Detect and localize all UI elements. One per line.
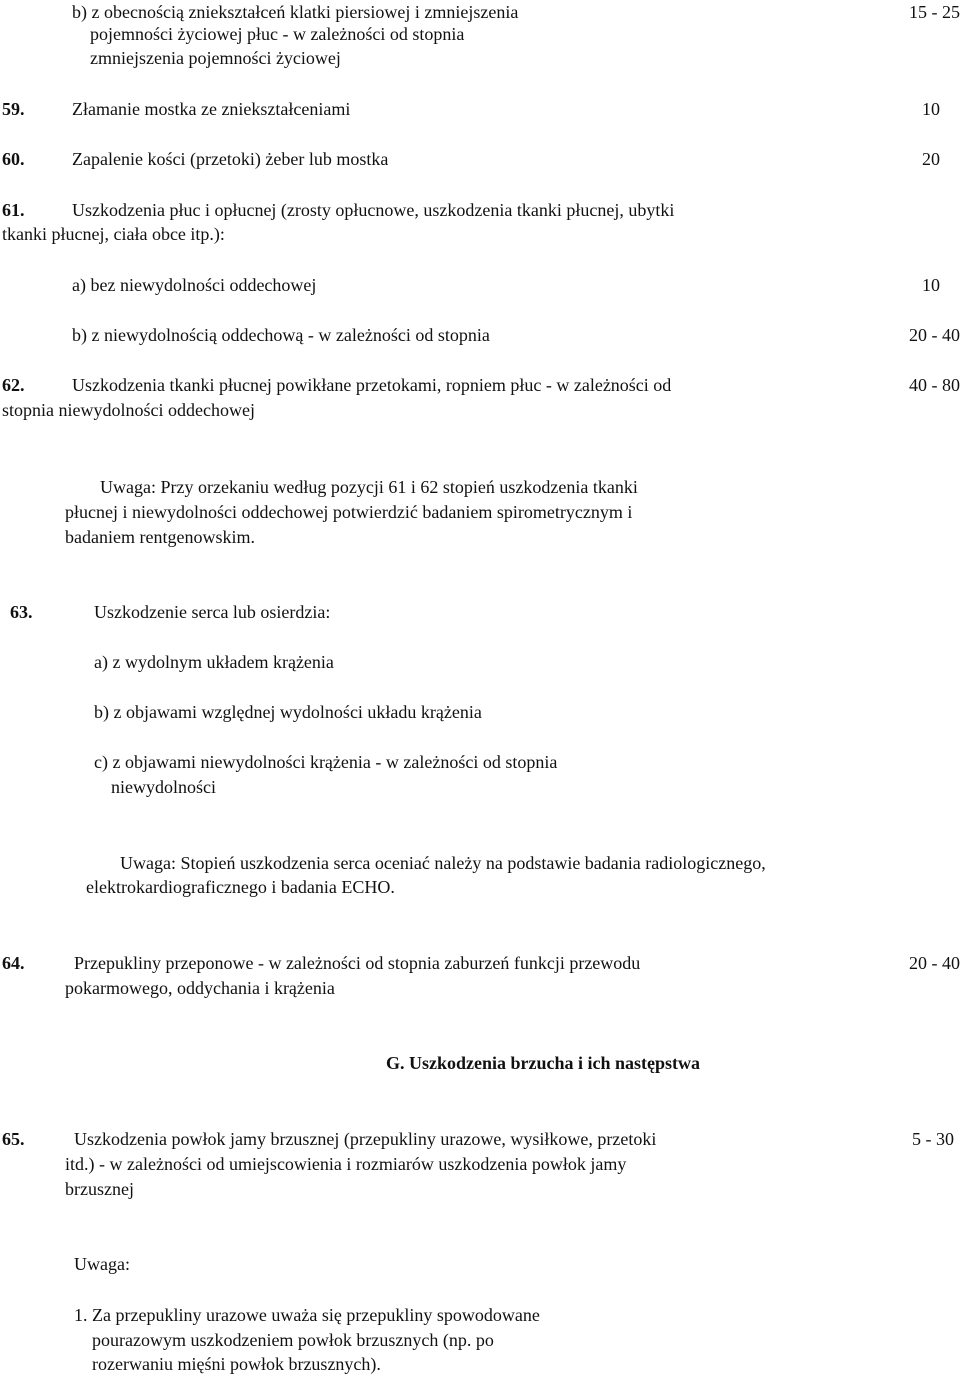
item-61-number: 61.	[2, 200, 25, 220]
section-g-title: G. Uszkodzenia brzucha i ich następstwa	[386, 1053, 701, 1073]
item-62-line-2: stopnia niewydolności oddechowej	[2, 400, 255, 420]
item-63-sub-c-line-2: niewydolności	[111, 777, 216, 797]
item-64-line-1: Przepukliny przeponowe - w zależności od stopnia zaburzeń funkcji przewodu	[74, 953, 641, 973]
item-63-sub-b: b) z objawami względnej wydolności układu krążenia	[94, 702, 482, 722]
item-61-sub-a: a) bez niewydolności oddechowej	[72, 275, 317, 295]
item-64-percent: 20 - 40	[909, 953, 960, 973]
item-62-number: 62.	[2, 375, 25, 395]
item-61-line-1: Uszkodzenia płuc i opłucnej (zrosty opłucnowe, uszkodzenia tkanki płucnej, ubytki	[72, 200, 675, 220]
item-58b-percent: 15 - 25	[909, 2, 960, 22]
item-65-number: 65.	[2, 1129, 25, 1149]
item-60-text: Zapalenie kości (przetoki) żeber lub mostka	[72, 149, 389, 169]
item-59-percent: 10	[922, 99, 940, 119]
item-61-sub-b: b) z niewydolnością oddechową - w zależności od stopnia	[72, 325, 490, 345]
item-62-line-1: Uszkodzenia tkanki płucnej powikłane przetokami, ropniem płuc - w zależności od	[72, 375, 672, 395]
note-61-62-line-2: płucnej i niewydolności oddechowej potwierdzić badaniem spirometrycznym i	[65, 502, 633, 522]
item-65-percent: 5 - 30	[912, 1129, 954, 1149]
item-58b-line-2: pojemności życiowej płuc - w zależności od stopnia	[90, 24, 465, 44]
item-63-sub-a: a) z wydolnym układem krążenia	[94, 652, 334, 672]
item-58b-line-1: b) z obecnością zniekształceń klatki piersiowej i zmniejszenia	[72, 2, 519, 22]
item-61-sub-a-percent: 10	[922, 275, 940, 295]
note-61-62-line-1: Uwaga: Przy orzekaniu według pozycji 61 i 62 stopień uszkodzenia tkanki	[100, 477, 638, 497]
note-63-line-1: Uwaga: Stopień uszkodzenia serca oceniać należy na podstawie badania radiologicznego,	[120, 853, 766, 873]
item-61-line-2: tkanki płucnej, ciała obce itp.):	[2, 224, 225, 244]
note-65-heading: Uwaga:	[74, 1254, 130, 1274]
item-63-sub-c-line-1: c) z objawami niewydolności krążenia - w zależności od stopnia	[94, 752, 558, 772]
note-65-line-1: 1. Za przepukliny urazowe uważa się przepukliny spowodowane	[74, 1305, 540, 1325]
item-59-text: Złamanie mostka ze zniekształceniami	[72, 99, 351, 119]
note-65-line-2: pourazowym uszkodzeniem powłok brzusznych (np. po	[92, 1330, 494, 1350]
item-64-line-2: pokarmowego, oddychania i krążenia	[65, 978, 335, 998]
item-64-number: 64.	[2, 953, 25, 973]
note-63-line-2: elektrokardiograficznego i badania ECHO.	[86, 877, 395, 897]
item-65-line-1: Uszkodzenia powłok jamy brzusznej (przepukliny urazowe, wysiłkowe, przetoki	[74, 1129, 657, 1149]
item-62-percent: 40 - 80	[909, 375, 960, 395]
item-65-line-2: itd.) - w zależności od umiejscowienia i rozmiarów uszkodzenia powłok jamy	[65, 1154, 627, 1174]
note-61-62-line-3: badaniem rentgenowskim.	[65, 527, 255, 547]
item-61-sub-b-percent: 20 - 40	[909, 325, 960, 345]
item-59-number: 59.	[2, 99, 25, 119]
note-65-line-3: rozerwaniu mięśni powłok brzusznych).	[92, 1354, 381, 1374]
item-63-number: 63.	[10, 602, 33, 622]
item-63-text: Uszkodzenie serca lub osierdzia:	[94, 602, 331, 622]
item-60-percent: 20	[922, 149, 940, 169]
item-65-line-3: brzusznej	[65, 1179, 134, 1199]
item-60-number: 60.	[2, 149, 25, 169]
item-58b-line-3: zmniejszenia pojemności życiowej	[90, 48, 341, 68]
